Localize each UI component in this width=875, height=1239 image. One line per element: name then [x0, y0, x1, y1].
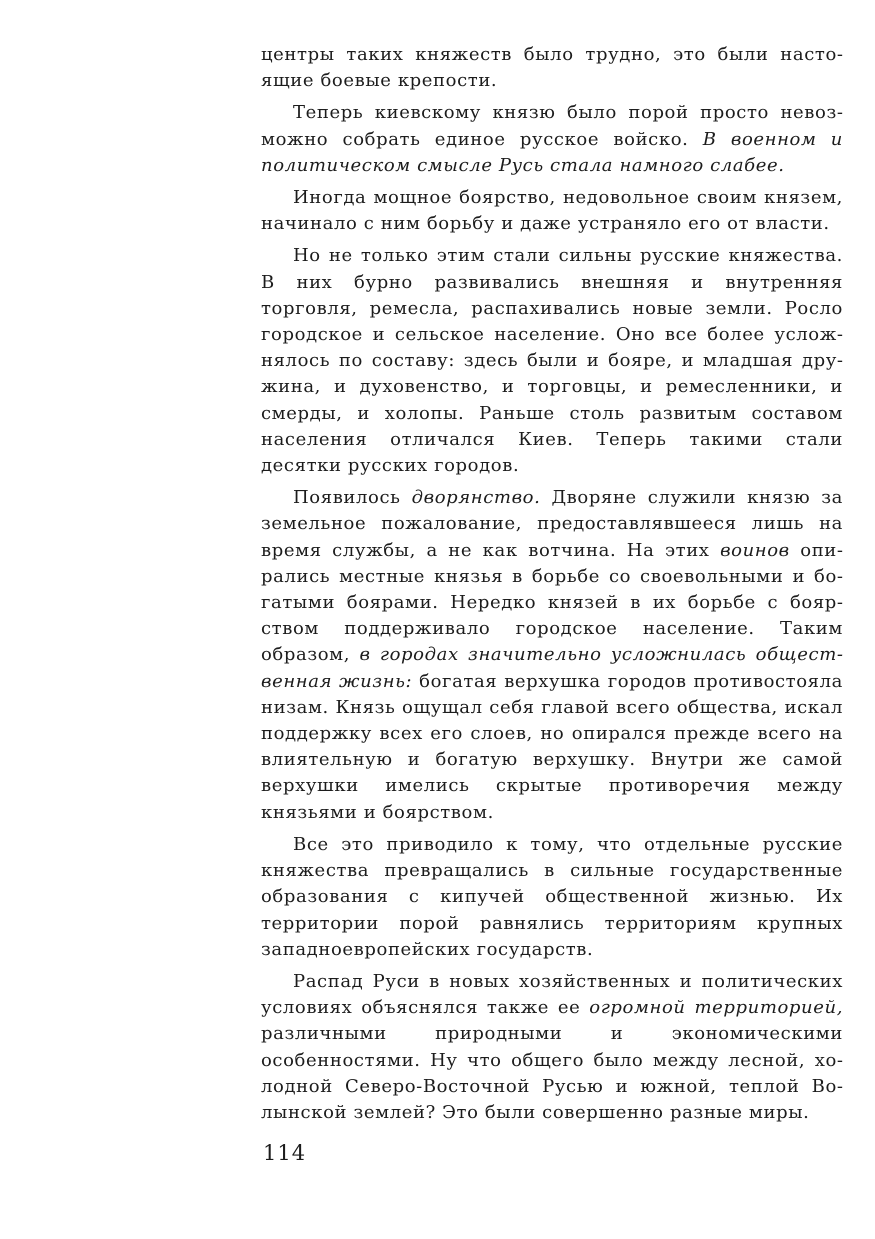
italic-text-segment: дворянство. [411, 487, 541, 509]
text-segment: Теперь киевскому князю было порой просто невозможно собрать единое русское войско. [261, 102, 843, 150]
italic-text-segment: воинов [720, 539, 790, 561]
paragraph [261, 832, 843, 963]
page-number: 114 [263, 1141, 307, 1165]
paragraph [261, 185, 843, 237]
text-segment: Но не только этим стали сильны русские княжества. В них бурно развивались внешняя и внутренняя торговля, ремесла, распахивались новые земли. Росло городское и сельское население. Оно все более усложнялось по составу: здесь были и бояре, и младшая дружина, и духовенство, и торговцы, и ремесленники, и смерды, и холопы. Раньше столь развитым составом населения отличался Киев. Теперь такими стали десятки русских городов. [261, 245, 843, 477]
paragraph [261, 100, 843, 179]
text-segment: Появилось [293, 487, 412, 509]
body-text [261, 42, 843, 1132]
text-segment: Дворяне служили князю за земельное пожалование, предоставлявшееся лишь на время службы, а не как вотчина. На этих [261, 487, 843, 561]
text-segment: Все это приводило к тому, что отдельные русские княжества превращались в сильные государственные образования с кипучей общественной жизнью. Их территории порой равнялись территориям крупных западноевропейских государств. [261, 833, 843, 960]
text-segment: различными природными и экономическими особенностями. Ну что общего было между лесной, холодной Северо-Восточной Русью и южной, теплой Волынской землей? Это были совершенно разные миры. [261, 1023, 843, 1123]
paragraph [261, 969, 843, 1126]
text-segment: Распад Руси в новых хозяйственных и политических условиях объяснялся также ее [261, 970, 843, 1019]
text-segment: опирались местные князья в борьбе со своевольными и богатыми боярами. Нередко князей в их борьбе с боярством поддерживало городское население. Таким образом, [261, 539, 843, 666]
text-segment: Иногда мощное боярство, недовольное своим князем, начинало с ним борьбу и даже устраняло его от власти. [261, 187, 843, 235]
text-segment: центры таких княжеств было трудно, это были настоящие боевые крепости. [261, 44, 843, 92]
text-segment: богатая верхушка городов противостояла низам. Князь ощущал себя главой всего общества, искал поддержку всех его слоев, но опирался прежде всего на влиятельную и богатую верхушку. Внутри же самой верхушки имелись скрытые противоречия между князьями и боярством. [261, 670, 844, 823]
italic-text-segment: В военном и политическом смысле Русь стала намного слабее. [261, 128, 843, 176]
italic-text-segment: в городах значительно усложнилась общественная жизнь: [261, 644, 843, 692]
italic-text-segment: огромной территорией, [589, 997, 844, 1019]
paragraph [261, 243, 843, 479]
paragraph [261, 485, 843, 826]
paragraph [261, 42, 843, 94]
